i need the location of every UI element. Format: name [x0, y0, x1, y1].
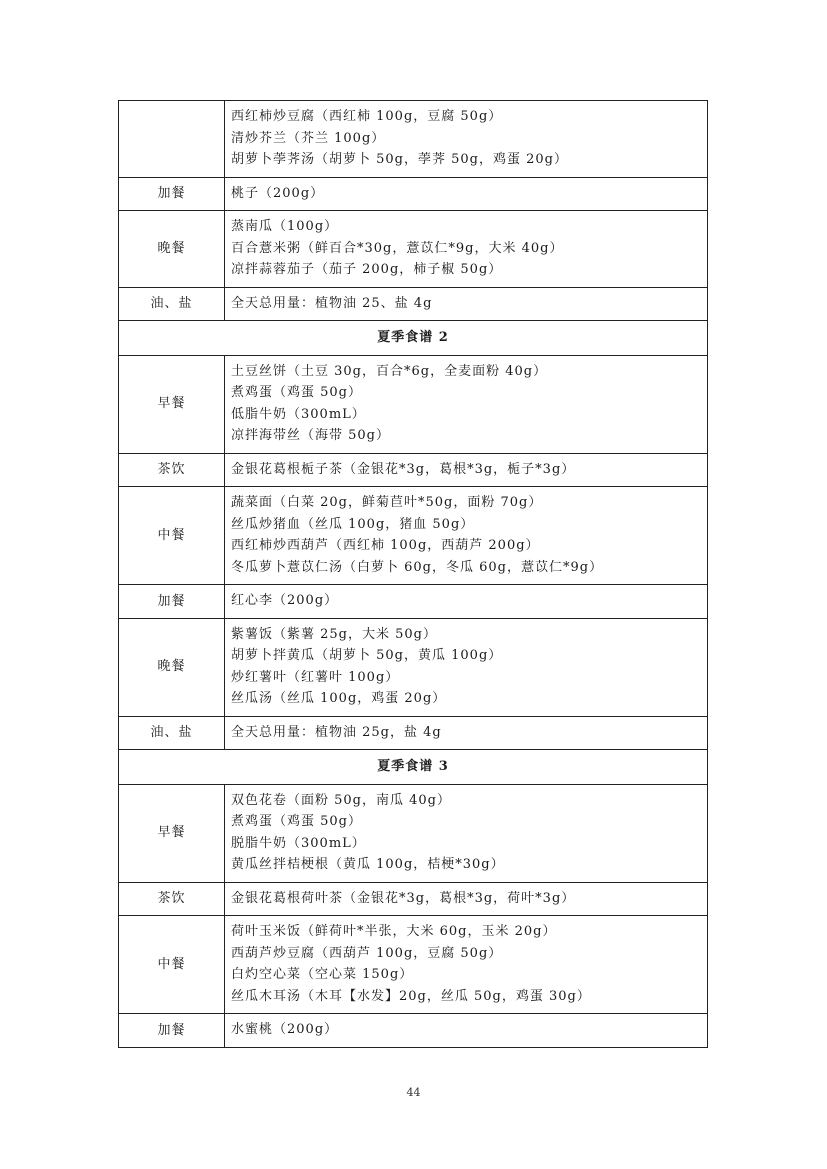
section-header-row: [119, 750, 708, 785]
meal-label: 加餐: [119, 177, 225, 211]
dish-item: 低脂牛奶（300mL）: [231, 406, 366, 422]
meal-row: [119, 716, 708, 750]
dish-list: [225, 618, 708, 716]
dish-list: [225, 355, 708, 453]
dish-item: 蒸南瓜（100g）: [231, 219, 339, 234]
dish-item: 煮鸡蛋（鸡蛋 50g）: [231, 385, 362, 400]
dish-item: 全天总用量：植物油 25g，盐 4g: [231, 724, 442, 740]
dish-item: 蔬菜面（白菜 20g，鲜菊苣叶*50g，面粉 70g）: [231, 495, 543, 510]
meal-row: [119, 618, 708, 716]
meal-row: [119, 487, 708, 585]
dish-item: 凉拌海带丝（海带 50g）: [231, 428, 390, 443]
meal-row: [119, 784, 708, 882]
meal-row: [119, 1014, 708, 1048]
dish-item: 金银花葛根荷叶茶（金银花*3g，葛根*3g，荷叶*3g）: [231, 890, 576, 906]
dish-item: 黄瓜丝拌桔梗根（黄瓜 100g，桔梗*30g）: [231, 857, 505, 872]
section-header-row: [119, 321, 708, 356]
meal-row: [119, 453, 708, 487]
meal-label: 晚餐: [119, 618, 225, 716]
dish-item: 胡萝卜荸荠汤（胡萝卜 50g，荸荠 50g，鸡蛋 20g）: [231, 152, 568, 167]
meal-label: [119, 101, 225, 178]
dish-list: [225, 1014, 708, 1048]
section-title: 夏季食谱 3: [119, 750, 708, 785]
dish-item: 桃子（200g）: [231, 185, 325, 201]
dish-item: 丝瓜汤（丝瓜 100g，鸡蛋 20g）: [231, 691, 447, 706]
dish-list: [225, 287, 708, 321]
dish-item: 清炒芥兰（芥兰 100g）: [231, 130, 386, 146]
section-title: 夏季食谱 2: [119, 321, 708, 356]
meal-row: [119, 882, 708, 916]
dish-list: [225, 101, 708, 178]
dish-item: 凉拌蒜蓉茄子（茄子 200g，柿子椒 50g）: [231, 262, 503, 277]
dish-list: [225, 784, 708, 882]
meal-label: 晚餐: [119, 211, 225, 288]
meal-label: 中餐: [119, 916, 225, 1014]
dish-item: 白灼空心菜（空心菜 150g）: [231, 967, 414, 982]
dish-item: 胡萝卜拌黄瓜（胡萝卜 50g，黄瓜 100g）: [231, 648, 503, 663]
dish-item: 西红柿炒豆腐（西红柿 100g，豆腐 50g）: [231, 109, 503, 124]
meal-label: 加餐: [119, 585, 225, 619]
dish-list: [225, 716, 708, 750]
dish-item: 紫薯饭（紫薯 25g，大米 50g）: [231, 626, 437, 642]
meal-row: [119, 355, 708, 453]
dish-item: 荷叶玉米饭（鲜荷叶*半张，大米 60g，玉米 20g）: [231, 924, 557, 939]
dish-item: 西葫芦炒豆腐（西葫芦 100g，豆腐 50g）: [231, 945, 503, 961]
meal-label: 茶饮: [119, 453, 225, 487]
menu-table: [118, 100, 708, 1048]
dish-list: [225, 882, 708, 916]
dish-item: 西红柿炒西葫芦（西红柿 100g，西葫芦 200g）: [231, 538, 540, 553]
meal-row: [119, 177, 708, 211]
meal-label: 加餐: [119, 1014, 225, 1048]
dish-list: [225, 177, 708, 211]
dish-item: 丝瓜木耳汤（木耳【水发】20g，丝瓜 50g，鸡蛋 30g）: [231, 988, 591, 1004]
dish-item: 百合薏米粥（鲜百合*30g，薏苡仁*9g，大米 40g）: [231, 240, 564, 256]
meal-label: 油、盐: [119, 716, 225, 750]
meal-label: 中餐: [119, 487, 225, 585]
meal-row: [119, 287, 708, 321]
meal-label: 茶饮: [119, 882, 225, 916]
dish-item: 红心李（200g）: [231, 593, 339, 608]
dish-item: 煮鸡蛋（鸡蛋 50g）: [231, 814, 362, 829]
meal-label: 早餐: [119, 784, 225, 882]
dish-list: [225, 487, 708, 585]
meal-label: 早餐: [119, 355, 225, 453]
page-number: 44: [406, 1086, 421, 1099]
dish-item: 炒红薯叶（红薯叶 100g）: [231, 669, 400, 685]
dish-item: 冬瓜萝卜薏苡仁汤（白萝卜 60g，冬瓜 60g，薏苡仁*9g）: [231, 559, 604, 575]
dish-list: [225, 585, 708, 619]
dish-item: 脱脂牛奶（300mL）: [231, 835, 366, 851]
meal-row: [119, 101, 708, 178]
dish-list: [225, 453, 708, 487]
dish-list: [225, 916, 708, 1014]
meal-row: [119, 916, 708, 1014]
menu-table-body: [119, 101, 708, 1048]
dish-item: 双色花卷（面粉 50g，南瓜 40g）: [231, 792, 451, 808]
dish-item: 丝瓜炒猪血（丝瓜 100g，猪血 50g）: [231, 516, 475, 532]
dish-item: 全天总用量：植物油 25、盐 4g: [231, 295, 433, 311]
dish-item: 金银花葛根栀子茶（金银花*3g，葛根*3g，栀子*3g）: [231, 461, 576, 477]
meal-label: 油、盐: [119, 287, 225, 321]
dish-item: 土豆丝饼（土豆 30g，百合*6g，全麦面粉 40g）: [231, 363, 548, 379]
dish-list: [225, 211, 708, 288]
meal-row: [119, 211, 708, 288]
dish-item: 水蜜桃（200g）: [231, 1022, 339, 1037]
meal-row: [119, 585, 708, 619]
